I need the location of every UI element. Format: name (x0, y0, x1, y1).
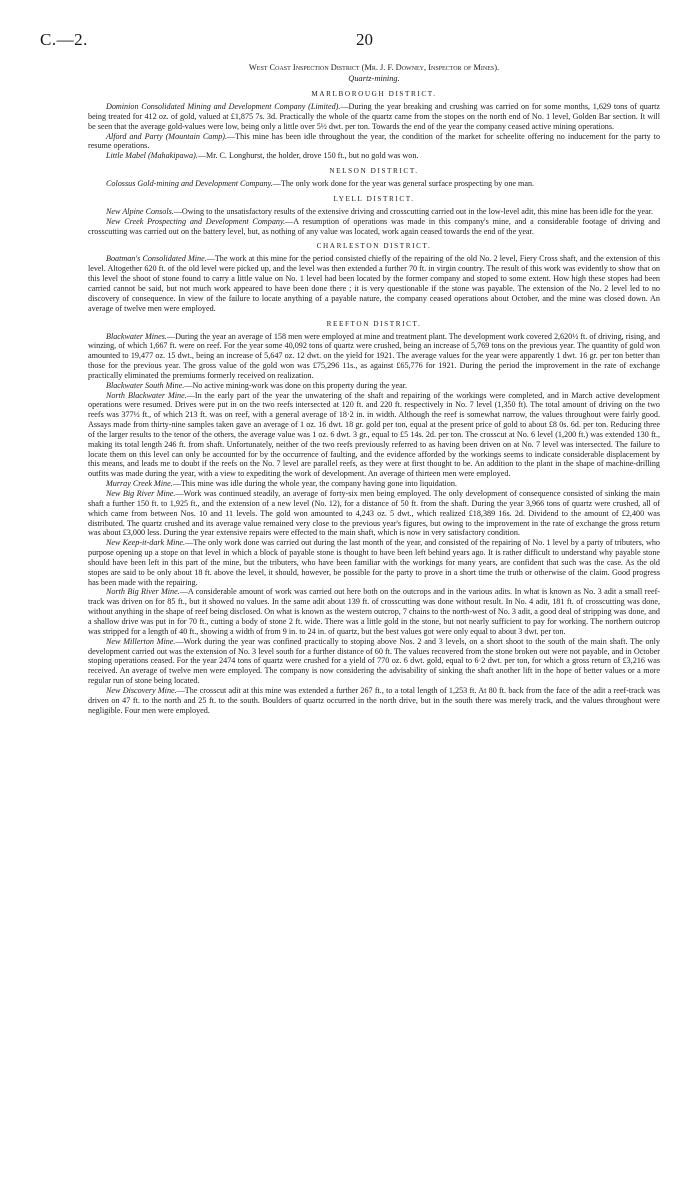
report-body (88, 62, 660, 715)
mine-name: Dominion Consolidated Mining and Development Company (Limited). (106, 102, 341, 111)
mine-paragraph (88, 151, 660, 161)
mine-paragraph (88, 489, 660, 538)
mine-report-text: —Work during the year was confined practically to stoping above Nos. 2 and 3 levels, on a short shoot to the south of the main shaft. The only development carried out was the extension of No. 3 level south for a further distance of 60 ft. The values recovered from the stone broken out were not payable, and in October stoping operations ceased. For the year 2474 tons of quartz were crushed for a yield of 770 oz. 6 dwt. gold, equal to 6·2 dwt. per ton, for which a gross return of £3,216 was received. An average of twelve men were employed. The company is now considering the advisability of sinking the shaft another lift in the hope of better values or a more regular run of stone being located. (88, 636, 660, 686)
mine-name: Alford and Party (Mountain Camp). (106, 131, 228, 141)
report-title: West Coast Inspection District (Mr. J. F. Downey, Inspector of Mines). (248, 63, 500, 72)
mine-paragraph (88, 207, 660, 217)
mine-name: North Big River Mine. (106, 587, 180, 597)
mine-report-text: —In the early part of the year the unwatering of the shaft and repairing of the workings were completed, and in March active development operations were resumed. Drives were put in on the two reefs intersected at 120 ft. and 220 ft. respectively in No. 7 level (1,350 ft). The total amount of driving on the two reefs was 377½ ft., of which 213 ft. was on reef, with a general average of 18·2 in. in width. Although the reef is somewhat narrow, the values throughout were fairly good. Assays made from thirty-nine samples taken gave an average of 1 oz. 16 dwt. 18 gr. gold per ton, equal at the present price of gold to about £8 0s. 6d. per ton. Reducing three of the larger results to the tenor of the others, the average value was 1 oz. 6 dwt. 3 gr., equal to £5 14s. 2d. per ton. The crosscut at No. 6 level (1,200 ft.) was extended 130 ft., making its total length 246 ft. from shaft. Unfortunately, neither of the two reefs previously referred to as having been driven on at No. 7 level was intersected. The failure to locate them on this level can only be accounted for by the occurrence of faulting, and the evidence afforded by the workings seems to indicate considerable displacement by this means, and leads me to doubt if the reefs on the No. 7 level are parallel reefs, as they were at first thought to be. An addition to the plant in the shape of machine-drilling outfits was made during the year, with a view to expediting the work of development. An average of thirteen men were employed. (88, 390, 660, 479)
mine-paragraph (88, 132, 660, 152)
district-heading: LYELL DISTRICT. (333, 194, 415, 203)
mine-name: Blackwater South Mine. (106, 380, 185, 390)
mine-paragraph (88, 381, 660, 391)
mine-report-text: —Work was continued steadily, an average of forty-six men being employed. The only development of consequence consisted of sinking the main shaft a further 150 ft. to 1,925 ft., and the extension of a new level (No. 12), for a distance of 50 ft. from the shaft. During the year 3,966 tons of quartz were crushed, all of which came from between Nos. 10 and 11 levels. The gold won amounted to 4,243 oz. 5 dwt., which realized £18,389 16s. 2d. Dividend to the amount of £2,400 was distributed. The quartz crushed and its average value remained very close to the previous year's figures, but owing to the improvement in the rate of exchange the gross return was about £3,000 less. During the year extensive repairs were effected to the main shaft, which is now in very satisfactory condition. (88, 489, 660, 538)
mine-paragraph (88, 102, 660, 132)
mine-paragraph (88, 332, 660, 381)
district-heading: NELSON DISTRICT. (329, 167, 419, 176)
mine-report-text: —The work at this mine for the period consisted chiefly of the repairing of the old No. 2 level, Fiery Cross shaft, and the extension of this level. Altogether 620 ft. of the old level were picked up, and the level was then extended a further 70 ft. in virgin country. The result of this work was evidently to show that on this level the shoot of stone found to carry a little value on No. 1 level had been located by the former company and stoped to some extent. How high these stopes had been carried cannot be said, but not much work appeared to have been done there ; it is very questionable if the stone was payable. The extension of the No. 2 level led to no discovery of consequence. In view of the failure to locate anything of a payable nature, the company ceased operations about October, and the mine was closed down. An average of twelve men were employed. (88, 254, 660, 313)
mine-name: New Discovery Mine. (106, 685, 177, 695)
mine-name: New Creek Prospecting and Development Company. (106, 216, 286, 226)
mine-report-text: —This mine was idle during the whole year, the company having gone into liquidation. (172, 479, 457, 489)
mine-name: New Alpine Consols. (106, 206, 174, 216)
mine-name: North Blackwater Mine. (106, 390, 187, 400)
district-heading: REEFTON DISTRICT. (326, 319, 422, 328)
mine-name: New Keep-it-dark Mine. (106, 538, 186, 548)
mine-paragraph (88, 479, 660, 489)
mine-paragraph (88, 391, 660, 480)
mine-name: Little Mabel (Mahakipawa). (106, 151, 198, 161)
document-code: C.—2. (40, 30, 88, 49)
mine-paragraph (88, 587, 660, 636)
mine-name: Murray Creek Mine. (106, 479, 173, 489)
mine-name: New Big River Mine. (106, 489, 176, 498)
mine-report-text: —The only work done was carried out during the last month of the year, and consisted of the repairing of No. 1 level by a party of tributers, who purpose opening up a stope on that level in which a block of payable stone is thought to have been left behind years ago. It is rather difficult to understand why payable stone should have been left in this part of the mine, but the tributers, who have been familiar with the workings for many years, are confident that such was the case. As the old stopes are said to be only about 18 ft. above the level, it should, however, be possible for the party to prove in a short time the truth or otherwise of the claim. Good progress has been made with the repairing. (88, 538, 660, 587)
page-number: 20 (356, 30, 373, 49)
mine-report-text: —During the year breaking and crushing was carried on for some months, 1,629 tons of quartz being treated for 412 oz. of gold, valued at £1,875 7s. 3d. Practically the whole of the quartz came from the stopes on the north end of No. 1 level, Golden Bar section. It will be seen that the average gold-values were low, being only a little over 5½ dwt. per ton. Towards the end of the year the company ceased active mining operations. (88, 102, 660, 131)
mine-name: Colossus Gold-mining and Development Company. (106, 179, 273, 189)
mine-report-text: —The only work done for the year was general surface prospecting by one man. (272, 179, 535, 189)
mine-report-text: —No active mining-work was done on this property during the year. (184, 380, 408, 390)
mine-name: Blackwater Mines. (106, 331, 167, 341)
mine-report-text: —Owing to the unsatisfactory results of the extensive driving and crosscutting carried out in the low-level adit, this mine has been idle for the year. (173, 206, 654, 216)
mine-paragraph (88, 217, 660, 237)
mine-paragraph (88, 254, 660, 313)
mine-report-text: —The crosscut adit at this mine was extended a further 267 ft., to a total length of 1,253 ft. At 80 ft. back from the face of the adit a reef-track was driven on 47 ft. to the north and 25 ft. to the south. Boulders of quartz occurred in the north drive, but in the south there was merely track, and the values throughout were negligible. Four men were employed. (88, 685, 660, 715)
mine-paragraph (88, 686, 660, 716)
mine-paragraph (88, 637, 660, 686)
report-subtitle: Quartz-mining. (348, 74, 400, 83)
mine-paragraph (88, 538, 660, 587)
district-heading: MARLBOROUGH DISTRICT. (311, 90, 437, 98)
mine-name: Boatman's Consolidated Mine. (106, 254, 207, 264)
mine-report-text: —A considerable amount of work was carried out here both on the outcrops and in the various adits. In what is known as No. 3 adit a small reef-track was driven on for 85 ft., but it showed no values. In the same adit about 139 ft. of crosscutting was done without result. In No. 4 adit, 181 ft. of crosscutting was done, without anything in the shape of reef being disclosed. On what is known as the western outcrop, 7 chains to the north-west of No. 3 adit, a good deal of stripping was done, and a shallow drive was put in for 70 ft., cutting a body of stone 2 ft. wide. There was a little gold in the stone, but not nearly sufficient to pay for working. The northern outcrop was stripped for a length of 40 ft., showing a width of from 9 in. to 24 in. of quartz, but the best values got were only equal to about 3 dwt. per ton. (88, 587, 660, 636)
mine-report-text: —This mine has been idle throughout the year, the condition of the market for scheelite offering no inducement for the party to resume operations. (88, 131, 661, 151)
mine-paragraph (88, 179, 660, 189)
district-heading: CHARLESTON DISTRICT. (316, 242, 432, 251)
mine-name: New Millerton Mine. (106, 636, 176, 646)
mine-report-text: —During the year an average of 158 men were employed at mine and treatment plant. The development work covered 2,620½ ft. of driving, rising, and winzing, of which 1,667 ft. were on reef. For the year some 40,092 tons of quartz were crushed, being an increase of 5,769 tons on the previous year. The quantity of gold won amounted to 19,477 oz. 15 dwt., being an increase of 5,647 oz. 12 dwt. on the yield for 1921. The average values for the year were apparently 1 dwt. 16 gr. per ton better than those for the previous year. The gross value of the gold won was £75,296 11s., as against £65,776 for 1921. During the period the improvement in the rate of exchange practically eliminated the premiums formerly received on realization. (88, 331, 661, 380)
mine-report-text: —A resumption of operations was made in this company's mine, and a considerable footage of driving and crosscutting was carried out on the battery level, but, as nothing of any value was located, work again ceased towards the end of the year. (88, 216, 661, 236)
mine-report-text: —Mr. C. Longhurst, the holder, drove 150 ft., but no gold was won. (197, 151, 419, 161)
